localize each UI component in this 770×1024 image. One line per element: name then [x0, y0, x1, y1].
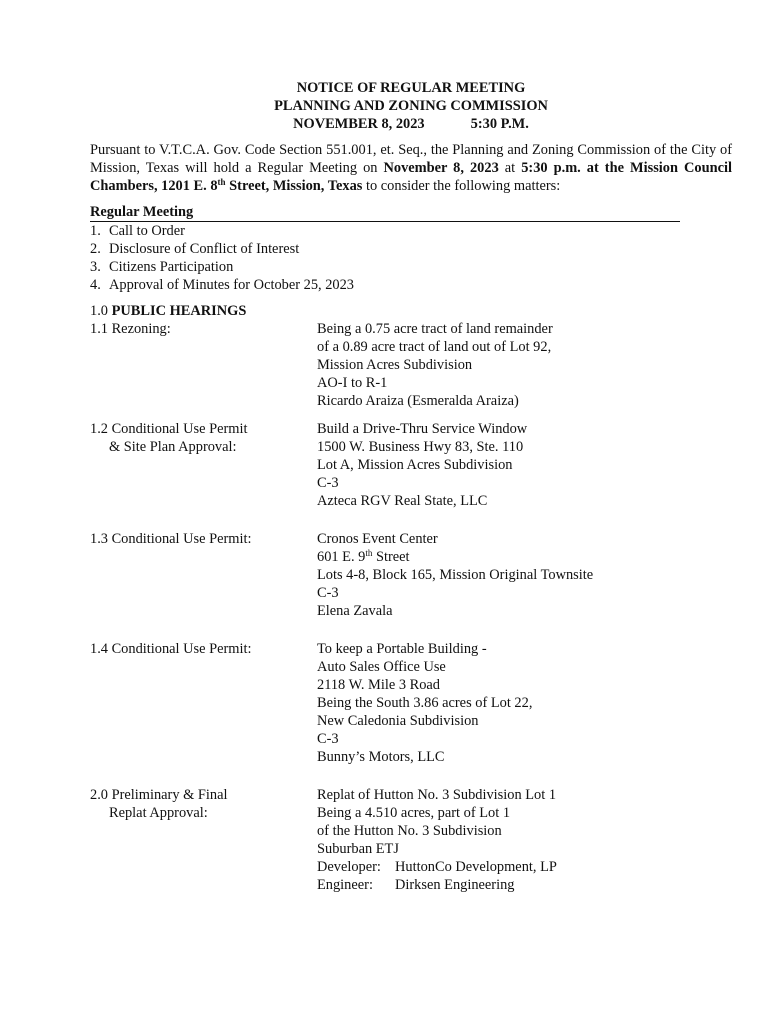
list-item [90, 258, 732, 276]
item-detail: Being the South 3.86 acres of Lot 22, [317, 695, 533, 711]
item-detail [317, 548, 732, 566]
list-item [90, 240, 732, 258]
item-detail: Bunny’s Motors, LLC [317, 749, 445, 765]
item-detail: Build a Drive-Thru Service Window [317, 421, 528, 437]
item-detail: 1500 W. Business Hwy 83, Ste. 110 [317, 439, 524, 455]
item-detail: C-3 [317, 585, 339, 601]
meeting-date: NOVEMBER 8, 2023 [293, 116, 425, 132]
item-detail: Being a 0.75 acre tract of land remainder [317, 321, 553, 337]
item-label: 1.2 Conditional Use Permit [90, 421, 248, 437]
developer-value: HuttonCo Development, LP [395, 859, 557, 875]
item-detail: Lot A, Mission Acres Subdivision [317, 457, 513, 473]
list-item [90, 222, 732, 240]
item-detail: Elena Zavala [317, 603, 393, 619]
item-label: 2.0 Preliminary & Final [90, 787, 228, 803]
item-label: 1.4 Conditional Use Permit: [90, 641, 252, 657]
notice-title: NOTICE OF REGULAR MEETING [296, 80, 526, 96]
list-item-text: Call to Order [109, 223, 185, 239]
engineer-row [317, 876, 732, 894]
item-detail: Ricardo Araiza (Esmeralda Araiza) [317, 393, 519, 409]
item-detail: Suburban ETJ [317, 841, 399, 857]
section-number: 1.0 [90, 303, 112, 319]
item-detail: of the Hutton No. 3 Subdivision [317, 823, 502, 839]
developer-row [317, 858, 732, 876]
item-label-continued: & Site Plan Approval: [109, 439, 237, 455]
developer-label: Developer: [317, 859, 381, 875]
list-item [90, 276, 732, 294]
item-detail: Replat of Hutton No. 3 Subdivision Lot 1 [317, 787, 557, 803]
item-detail: C-3 [317, 731, 339, 747]
address-sup: th [365, 548, 373, 558]
commission-name: PLANNING AND ZONING COMMISSION [274, 98, 548, 114]
item-detail: Mission Acres Subdivision [317, 357, 473, 373]
item-label: 1.1 Rezoning: [90, 321, 171, 337]
engineer-label: Engineer: [317, 877, 373, 893]
list-item-text: Disclosure of Conflict of Interest [109, 241, 300, 257]
notice-header [90, 79, 732, 133]
item-detail: Lots 4-8, Block 165, Mission Original Townsite [317, 567, 594, 583]
item-detail: Being a 4.510 acres, part of Lot 1 [317, 805, 511, 821]
conditional-use-permit-item-1-4 [90, 640, 732, 766]
list-item-text: Approval of Minutes for October 25, 2023 [109, 277, 354, 293]
notice-page [90, 79, 732, 894]
item-detail: Cronos Event Center [317, 531, 438, 547]
section-title: PUBLIC HEARINGS [111, 303, 247, 319]
engineer-value: Dirksen Engineering [395, 877, 515, 893]
intro-place-sup: th [217, 177, 226, 187]
address-part: 601 E. 9 [317, 549, 366, 565]
list-item-number: 3. [90, 259, 101, 275]
meeting-date-time [90, 115, 732, 133]
meeting-time: 5:30 P.M. [470, 116, 529, 132]
item-detail: New Caledonia Subdivision [317, 713, 479, 729]
intro-text-end: to consider the following matters: [362, 178, 561, 194]
item-detail: To keep a Portable Building - [317, 641, 487, 657]
item-label: 1.3 Conditional Use Permit: [90, 531, 252, 547]
item-detail: Azteca RGV Real State, LLC [317, 493, 488, 509]
intro-paragraph [90, 141, 732, 195]
agenda-list [90, 222, 732, 294]
item-detail: AO-I to R-1 [317, 375, 388, 391]
intro-date: November 8, 2023 [383, 160, 499, 176]
intro-place-b: Street, Mission, Texas [225, 178, 363, 194]
list-item-number: 4. [90, 277, 101, 293]
list-item-number: 1. [90, 223, 101, 239]
item-detail: 2118 W. Mile 3 Road [317, 677, 440, 693]
intro-text: Pursuant to V.T.C.A. Gov. Code Section 551.001, et. Seq., the Planning and Zoning Commission of the City of Mission, Texas will hold a Regular Meeting on [90, 142, 732, 176]
conditional-use-permit-site-plan-item [90, 420, 732, 510]
item-label-continued: Replat Approval: [109, 805, 208, 821]
replat-approval-item [90, 786, 732, 894]
list-item-text: Citizens Participation [109, 259, 234, 275]
address-part: Street [372, 549, 410, 565]
item-detail: Auto Sales Office Use [317, 659, 446, 675]
rezoning-item [90, 320, 732, 410]
public-hearings-heading [90, 302, 732, 320]
list-item-number: 2. [90, 241, 101, 257]
item-detail: C-3 [317, 475, 339, 491]
intro-at: at [498, 160, 522, 176]
regular-meeting-heading: Regular Meeting [90, 203, 680, 222]
item-detail: of a 0.89 acre tract of land out of Lot 92, [317, 339, 552, 355]
intro-place-a: 5:30 p.m. at the Mission Council Chambers, 1201 E. 8 [90, 160, 732, 194]
conditional-use-permit-item-1-3 [90, 530, 732, 620]
